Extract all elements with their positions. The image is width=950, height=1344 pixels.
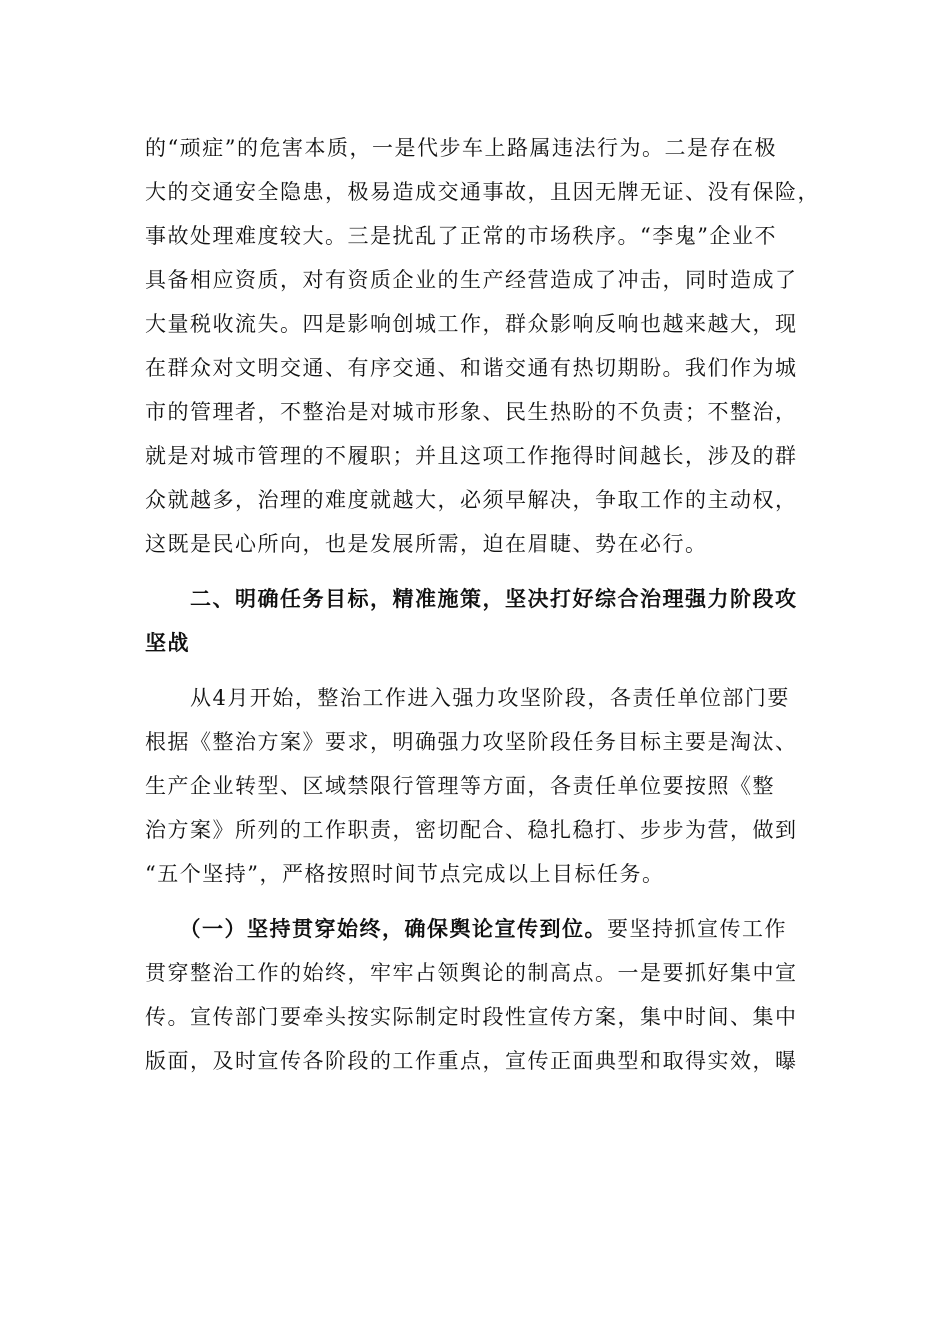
paragraph-spacer bbox=[145, 896, 805, 907]
text-line: “五个坚持”，严格按照时间节点完成以上目标任务。 bbox=[145, 862, 665, 886]
text-line: 就是对城市管理的不履职；并且这项工作拖得时间越长，涉及的群 bbox=[145, 444, 798, 468]
text-line: 市的管理者，不整治是对城市形象、民生热盼的不负责；不整治， bbox=[145, 400, 798, 424]
paragraph-1 bbox=[145, 126, 820, 566]
text-line: 事故处理难度较大。三是扰乱了正常的市场秩序。“李鬼”企业不 bbox=[145, 224, 777, 248]
document-body bbox=[145, 126, 820, 1083]
heading-line: 二、明确任务目标，精准施策，坚决打好综合治理强力阶段攻 bbox=[145, 586, 798, 611]
text-line: 传。宣传部门要牵头按实际制定时段性宣传方案，集中时间、集中 bbox=[145, 1005, 798, 1029]
text-line: 在群众对文明交通、有序交通、和谐交通有热切期盼。我们作为城 bbox=[145, 356, 798, 380]
text-line: 具备相应资质，对有资质企业的生产经营造成了冲击，同时造成了 bbox=[145, 268, 798, 292]
paragraph-spacer bbox=[145, 665, 805, 676]
text-line: 大量税收流失。四是影响创城工作，群众影响反响也越来越大，现 bbox=[145, 312, 798, 336]
paragraph-3 bbox=[145, 907, 805, 1083]
subheading-lead: （一）坚持贯穿始终，确保舆论宣传到位。 bbox=[145, 916, 607, 941]
subheading-rest: 要坚持抓宣传工作 bbox=[607, 917, 787, 941]
text-line: 这既是民心所向，也是发展所需，迫在眉睫、势在必行。 bbox=[145, 532, 708, 556]
paragraph-2 bbox=[145, 676, 805, 896]
text-line: 版面，及时宣传各阶段的工作重点，宣传正面典型和取得实效，曝 bbox=[145, 1049, 798, 1073]
paragraph-spacer bbox=[145, 566, 805, 577]
heading-line: 坚战 bbox=[145, 630, 190, 655]
text-line bbox=[145, 907, 805, 951]
text-line: 从4月开始，整治工作进入强力攻坚阶段，各责任单位部门要 bbox=[145, 686, 790, 710]
text-line: 生产企业转型、区域禁限行管理等方面，各责任单位要按照《整 bbox=[145, 774, 775, 798]
text-line: 大的交通安全隐患，极易造成交通事故，且因无牌无证、没有保险， bbox=[145, 180, 820, 204]
text-line: 根据《整治方案》要求，明确强力攻坚阶段任务目标主要是淘汰、 bbox=[145, 730, 798, 754]
text-line: 众就越多，治理的难度就越大，必须早解决，争取工作的主动权， bbox=[145, 488, 798, 512]
text-line: 的“顽症”的危害本质，一是代步车上路属违法行为。二是存在极 bbox=[145, 136, 777, 160]
text-line: 贯穿整治工作的始终，牢牢占领舆论的制高点。一是要抓好集中宣 bbox=[145, 961, 798, 985]
section-heading bbox=[145, 577, 805, 665]
text-line: 治方案》所列的工作职责，密切配合、稳扎稳打、步步为营，做到 bbox=[145, 818, 798, 842]
